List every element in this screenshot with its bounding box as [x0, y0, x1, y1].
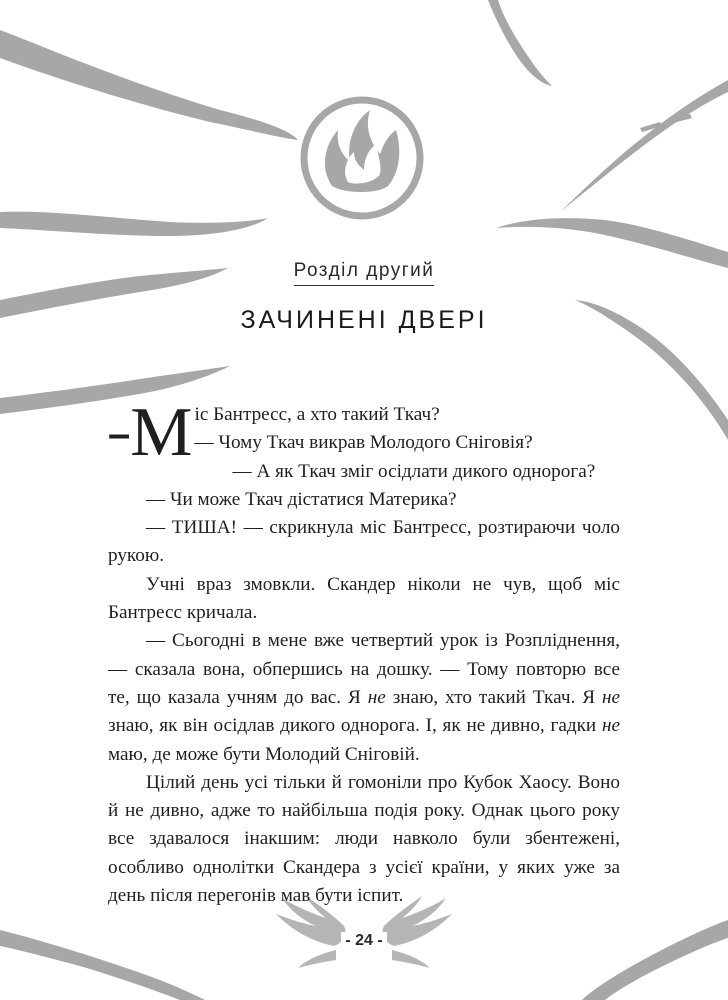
emphasis: не	[367, 686, 386, 708]
chapter-label	[0, 260, 728, 286]
fire-element-emblem-icon	[304, 100, 420, 216]
paragraph-8: Цілий день усі тільки й гомоніли про Кубок Хаосу. Воно й не дивно, адже то найбільша подія року. Однак цього року все здавалося інакшим: люди навколо були збентежені, особливо однолітки Скандера з усієї країни, у яких уже за день після перегонів мав бути іспит.	[108, 771, 620, 907]
ray-top-left	[0, 30, 298, 140]
emphasis: не	[601, 686, 620, 708]
ray-right-top	[488, 0, 552, 86]
paragraph-7: — Сьогодні в мене вже четвертий урок із Розпліднення, — сказала вона, обпершись на дошку. — Тому повторю все те, що казала учням до вас. Я не знаю, хто такий Ткач. Я не знаю, як він осідлав дикого однорога. І, як не дивно, гадки не маю, де може бути Молодий Сніговій.	[108, 630, 620, 765]
page-footer	[0, 930, 728, 950]
chapter-label-text: Розділ другий	[294, 260, 435, 286]
paragraph-6: Учні враз змовкли. Скандер ніколи не чув, щоб міс Бантресс кричала.	[108, 573, 620, 624]
paragraph-2: — Чому Ткач викрав Молодого Сніговія?	[194, 432, 533, 454]
drop-cap	[108, 394, 193, 471]
chapter-title: ЗАЧИНЕНІ ДВЕРІ	[240, 306, 488, 334]
paragraph-5: — ТИША! — скрикнула міс Бантресс, розтираючи чоло рукою.	[108, 517, 620, 567]
page-number: - 24 -	[341, 932, 386, 950]
drop-cap-dash: –	[108, 412, 131, 456]
ray-left-upper	[0, 212, 268, 236]
paragraph-4: — Чи може Ткач дістатися Материка?	[146, 488, 457, 510]
drop-cap-letter: М	[130, 394, 193, 471]
ray-right-upper	[560, 80, 728, 212]
paragraph-3: — А як Ткач зміг осідлати дикого однорога?	[232, 460, 596, 482]
paragraph-1-text: іс Бантресс, а хто такий Ткач?	[194, 404, 440, 425]
chapter-body	[108, 394, 620, 910]
emphasis: не	[601, 715, 620, 737]
